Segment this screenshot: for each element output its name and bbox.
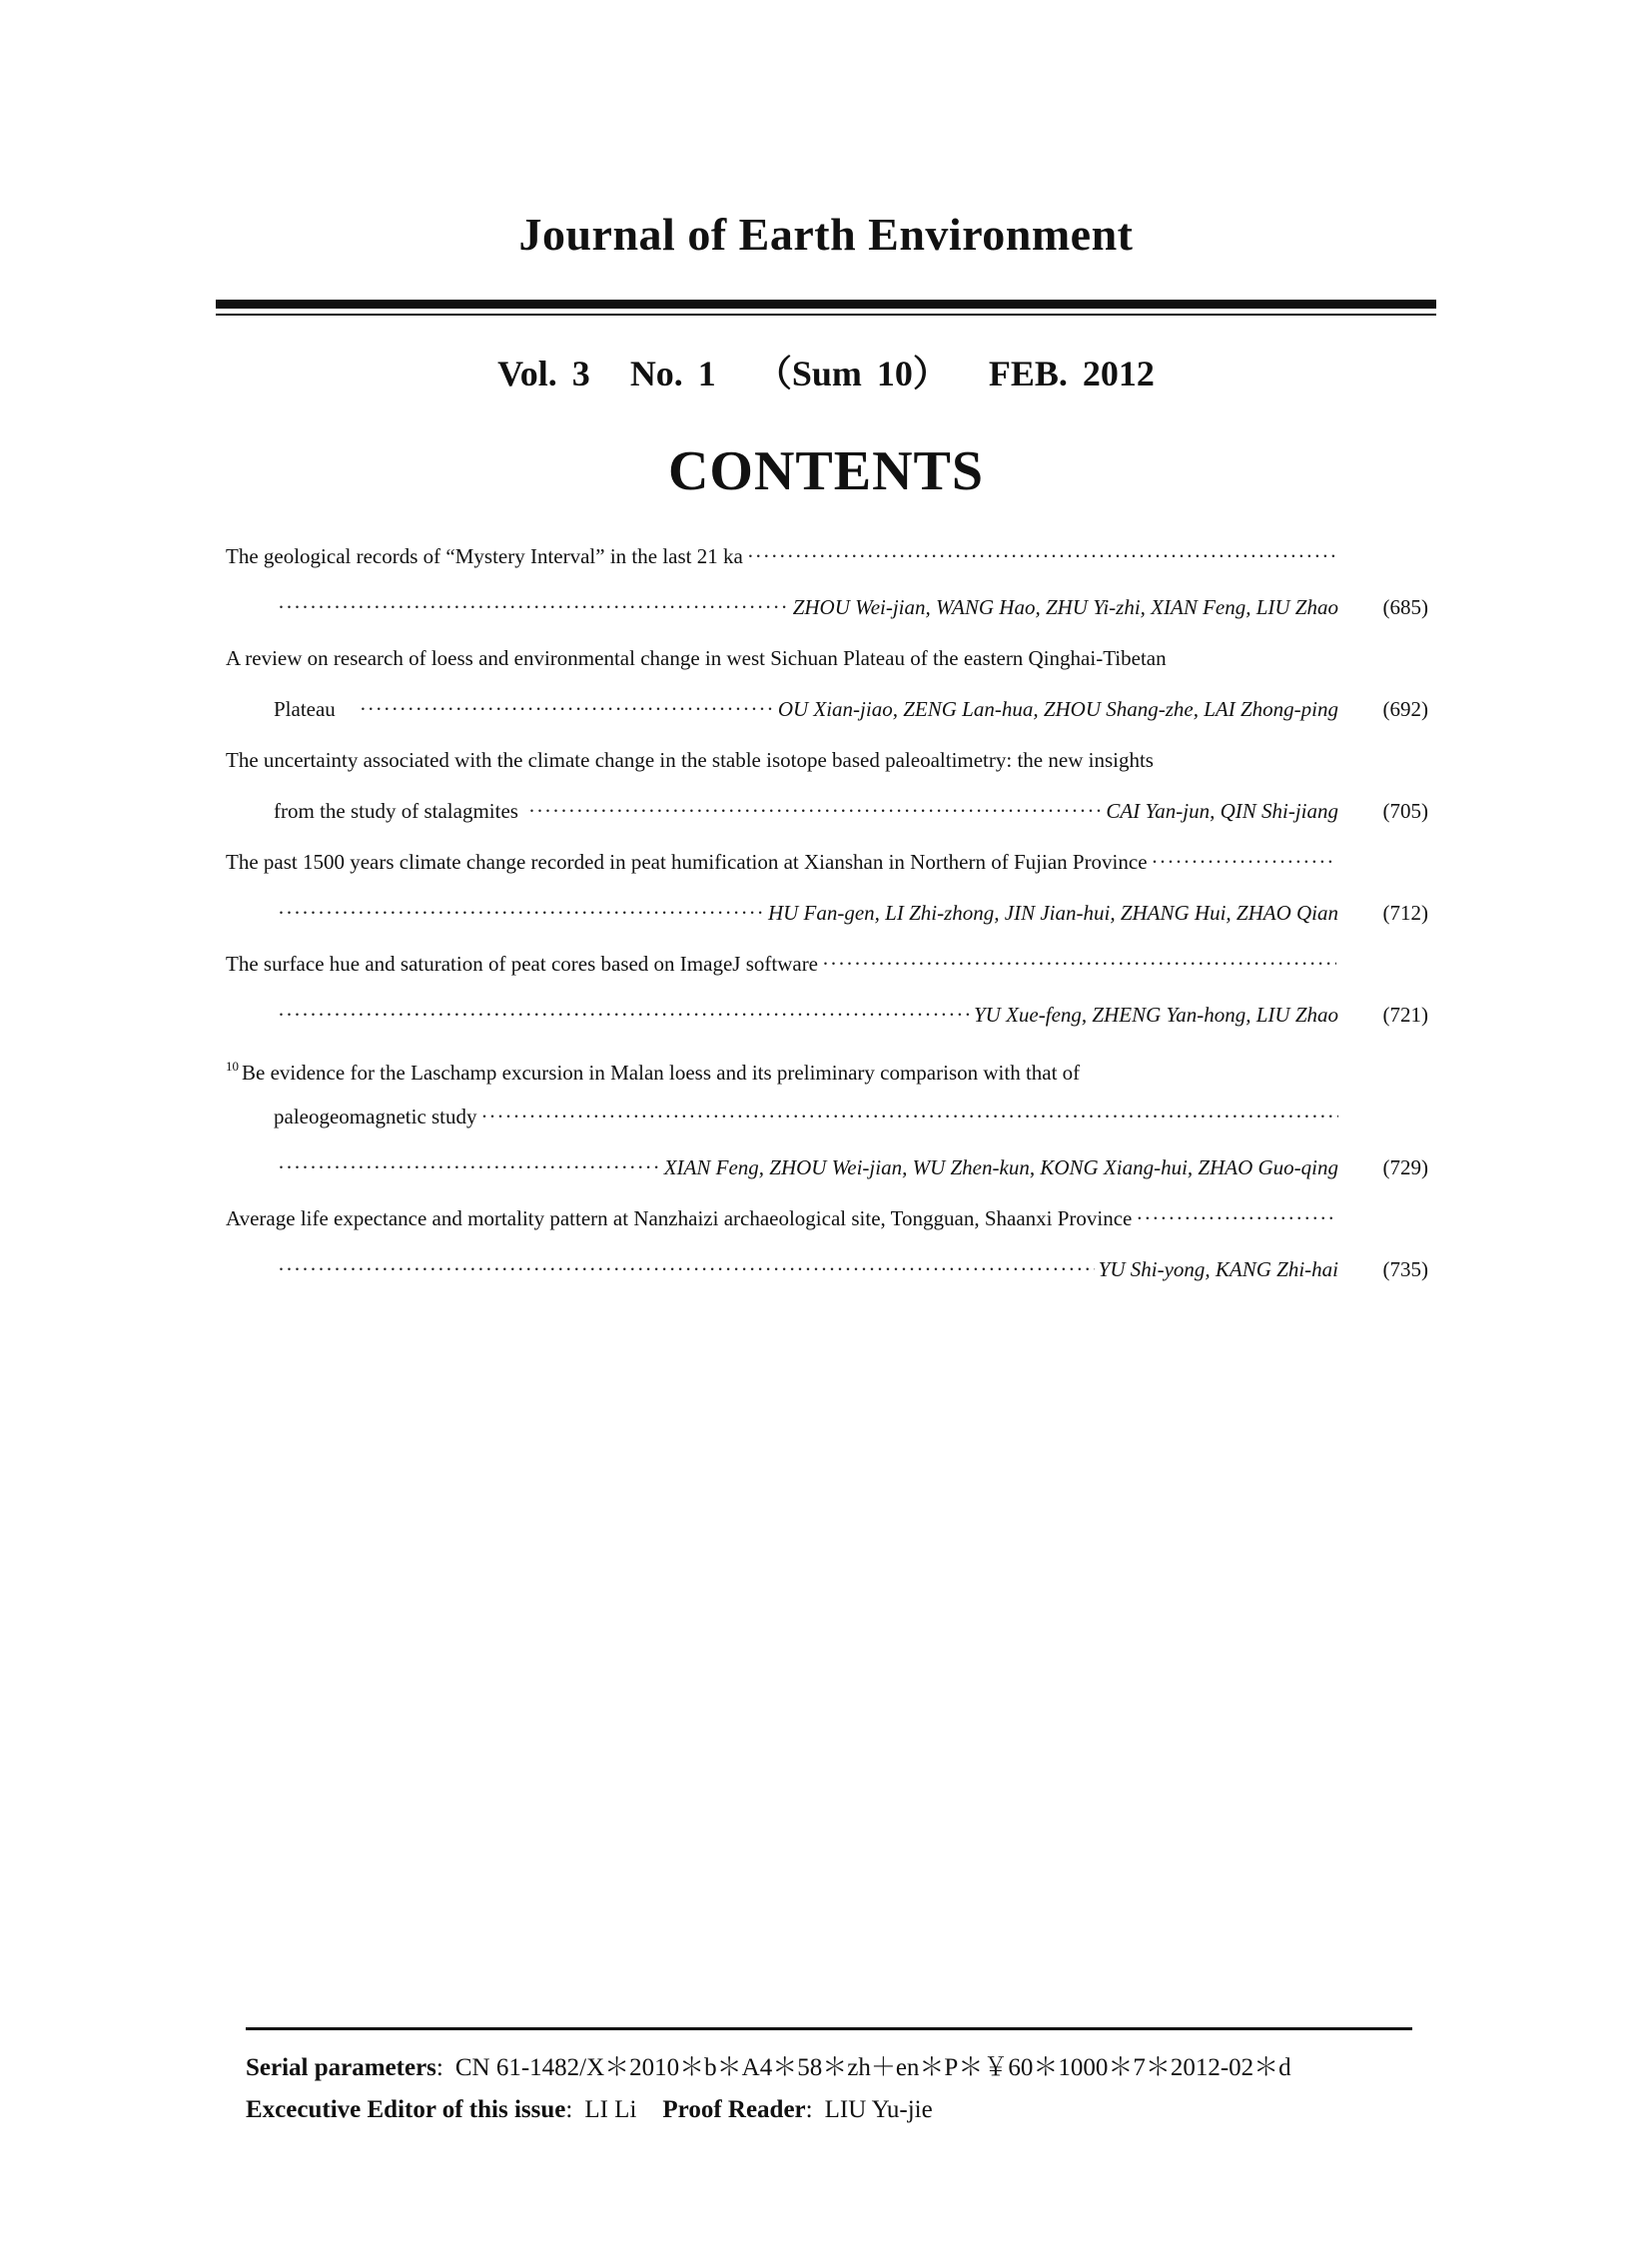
toc-entry[interactable] — [224, 1041, 1428, 1092]
issue-number: No. 1 — [629, 354, 716, 393]
issue-date: FEB. 2012 — [988, 354, 1155, 393]
leader-dots — [822, 939, 1336, 990]
leader-dots — [747, 531, 1336, 582]
article-authors: HU Fan-gen, LI Zhi-zhong, JIN Jian-hui, ZHANG Hui, ZHAO Qian — [767, 901, 1338, 925]
proof-label: Proof Reader — [662, 2096, 806, 2123]
proof-value: LIU Yu-jie — [824, 2096, 933, 2123]
superscript-number: 10 — [226, 1059, 239, 1074]
article-title: Be evidence for the Laschamp excursion in Malan loess and its preliminary comparison with that of — [242, 1061, 1081, 1085]
table-of-contents — [224, 531, 1428, 1295]
article-authors: YU Xue-feng, ZHENG Yan-hong, LIU Zhao — [974, 1003, 1338, 1027]
article-authors: YU Shi-yong, KANG Zhi-hai — [1098, 1257, 1338, 1281]
footer-rule — [246, 2027, 1412, 2030]
article-title-cont: from the study of stalagmites — [274, 799, 518, 823]
article-page: (735) — [1382, 1257, 1428, 1281]
toc-entry[interactable] — [224, 1193, 1428, 1244]
article-page: (721) — [1382, 1003, 1428, 1027]
leader-dots — [278, 888, 764, 939]
serial-label: Serial parameters — [246, 2054, 436, 2081]
leader-dots — [278, 582, 789, 633]
article-title: A review on research of loess and environmental change in west Sichuan Plateau of the eastern Qinghai-Tibetan — [226, 646, 1167, 670]
article-title-cont: paleogeomagnetic study — [274, 1105, 477, 1128]
header-rule-thick — [216, 300, 1436, 309]
issue-volume: Vol. 3 — [497, 354, 590, 393]
article-authors: CAI Yan-jun, QIN Shi-jiang — [1106, 799, 1338, 823]
leader-dots — [1152, 837, 1336, 888]
article-title: The past 1500 years climate change recorded in peat humification at Xianshan in Northern of Fujian Province — [226, 850, 1148, 874]
toc-entry[interactable] — [224, 939, 1428, 990]
article-authors: XIAN Feng, ZHOU Wei-jian, WU Zhen-kun, KONG Xiang-hui, ZHAO Guo-qing — [663, 1155, 1338, 1179]
leader-dots — [278, 990, 970, 1041]
contents-heading: CONTENTS — [667, 440, 985, 502]
leader-dots — [481, 1092, 1338, 1142]
toc-entry[interactable] — [224, 633, 1428, 684]
article-title: The surface hue and saturation of peat cores based on ImageJ software — [226, 952, 819, 976]
issue-line — [0, 346, 1652, 396]
editor-label: Excecutive Editor of this issue — [246, 2096, 566, 2123]
leader-dots — [360, 684, 774, 735]
footer — [246, 2047, 1444, 2131]
serial-parameters: Serial parameters: CN 61-1482/X＊2010＊b＊A4＊58＊zh＋en＊P＊￥60＊1000＊7＊2012-02＊d — [246, 2054, 1291, 2081]
leader-dots — [278, 1244, 1095, 1295]
article-page: (685) — [1382, 595, 1428, 619]
article-page: (705) — [1382, 799, 1428, 823]
article-title-cont: Plateau — [274, 697, 336, 721]
editor-line: Excecutive Editor of this issue: LI Li Proof Reader: LIU Yu-jie — [246, 2096, 933, 2123]
header-rule-thin — [216, 314, 1436, 316]
serial-value: CN 61-1482/X＊2010＊b＊A4＊58＊zh＋en＊P＊￥60＊1000＊7＊2012-02＊d — [454, 2054, 1291, 2081]
article-title: The uncertainty associated with the climate change in the stable isotope based paleoaltimetry: the new insights — [226, 748, 1154, 772]
leader-dots — [1136, 1193, 1336, 1244]
toc-entry[interactable] — [224, 837, 1428, 888]
article-title: Average life expectance and mortality pattern at Nanzhaizi archaeological site, Tongguan, Shaanxi Province — [226, 1206, 1133, 1230]
article-page: (692) — [1382, 697, 1428, 721]
article-page: (729) — [1382, 1155, 1428, 1179]
editor-value: LI Li — [584, 2096, 637, 2123]
journal-title: Journal of Earth Environment — [518, 209, 1134, 260]
leader-dots — [278, 1142, 660, 1193]
article-page: (712) — [1382, 901, 1428, 925]
toc-entry[interactable] — [224, 735, 1428, 786]
article-title: The geological records of “Mystery Interval” in the last 21 ka — [226, 544, 743, 568]
leader-dots — [528, 786, 1102, 837]
issue-sum: （Sum 10） — [755, 354, 949, 393]
article-authors: OU Xian-jiao, ZENG Lan-hua, ZHOU Shang-zhe, LAI Zhong-ping — [777, 697, 1338, 721]
toc-entry[interactable] — [224, 531, 1428, 582]
article-authors: ZHOU Wei-jian, WANG Hao, ZHU Yi-zhi, XIAN Feng, LIU Zhao — [792, 595, 1338, 619]
